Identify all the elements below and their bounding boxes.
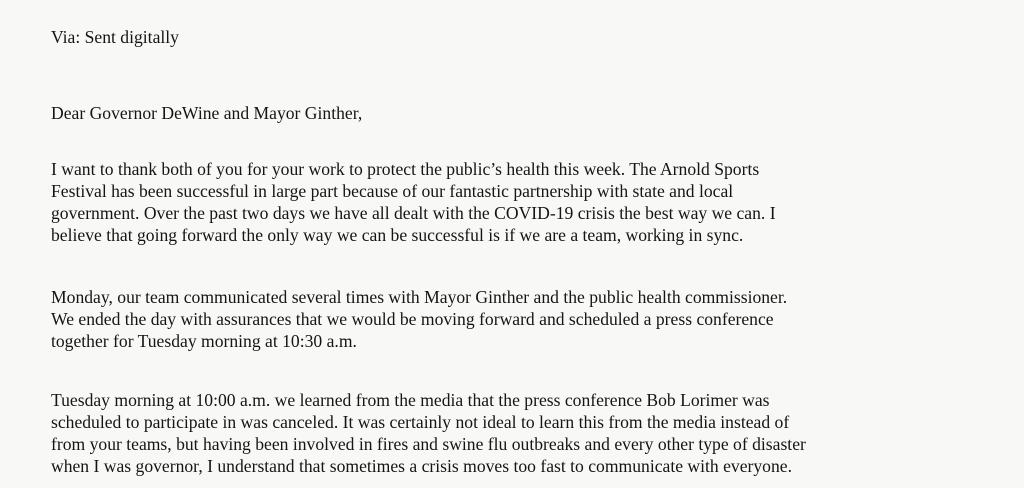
paragraph-line: Festival has been successful in large part because of our fantastic partnership with state and local bbox=[51, 181, 734, 201]
paragraph-line: believe that going forward the only way we can be successful is if we are a team, working in sync. bbox=[51, 225, 744, 245]
salutation bbox=[51, 102, 362, 124]
delivery-method-line bbox=[51, 26, 179, 48]
paragraph-3 bbox=[51, 389, 806, 477]
paragraph-line: government. Over the past two days we have all dealt with the COVID-19 crisis the best way we can. I bbox=[51, 203, 776, 223]
paragraph-line: scheduled to participate in was canceled. It was certainly not ideal to learn this from the media instead of bbox=[51, 412, 790, 432]
paragraph-line: Monday, our team communicated several times with Mayor Ginther and the public health commissioner. bbox=[51, 287, 788, 307]
paragraph-line: We ended the day with assurances that we would be moving forward and scheduled a press conference bbox=[51, 309, 774, 329]
paragraph-line: when I was governor, I understand that sometimes a crisis moves too fast to communicate with everyone. bbox=[51, 456, 792, 476]
paragraph-line: I want to thank both of you for your work to protect the public’s health this week. The Arnold Sports bbox=[51, 159, 760, 179]
salutation-text: Dear Governor DeWine and Mayor Ginther, bbox=[51, 103, 363, 123]
paragraph-line: together for Tuesday morning at 10:30 a.m. bbox=[51, 331, 357, 351]
paragraph-2 bbox=[51, 286, 787, 352]
paragraph-1 bbox=[51, 158, 776, 246]
via-text: Via: Sent digitally bbox=[51, 27, 179, 47]
paragraph-line: from your teams, but having been involved in fires and swine flu outbreaks and every other type of disaster bbox=[51, 434, 806, 454]
paragraph-line: Tuesday morning at 10:00 a.m. we learned from the media that the press conference Bob Lorimer was bbox=[51, 390, 770, 410]
